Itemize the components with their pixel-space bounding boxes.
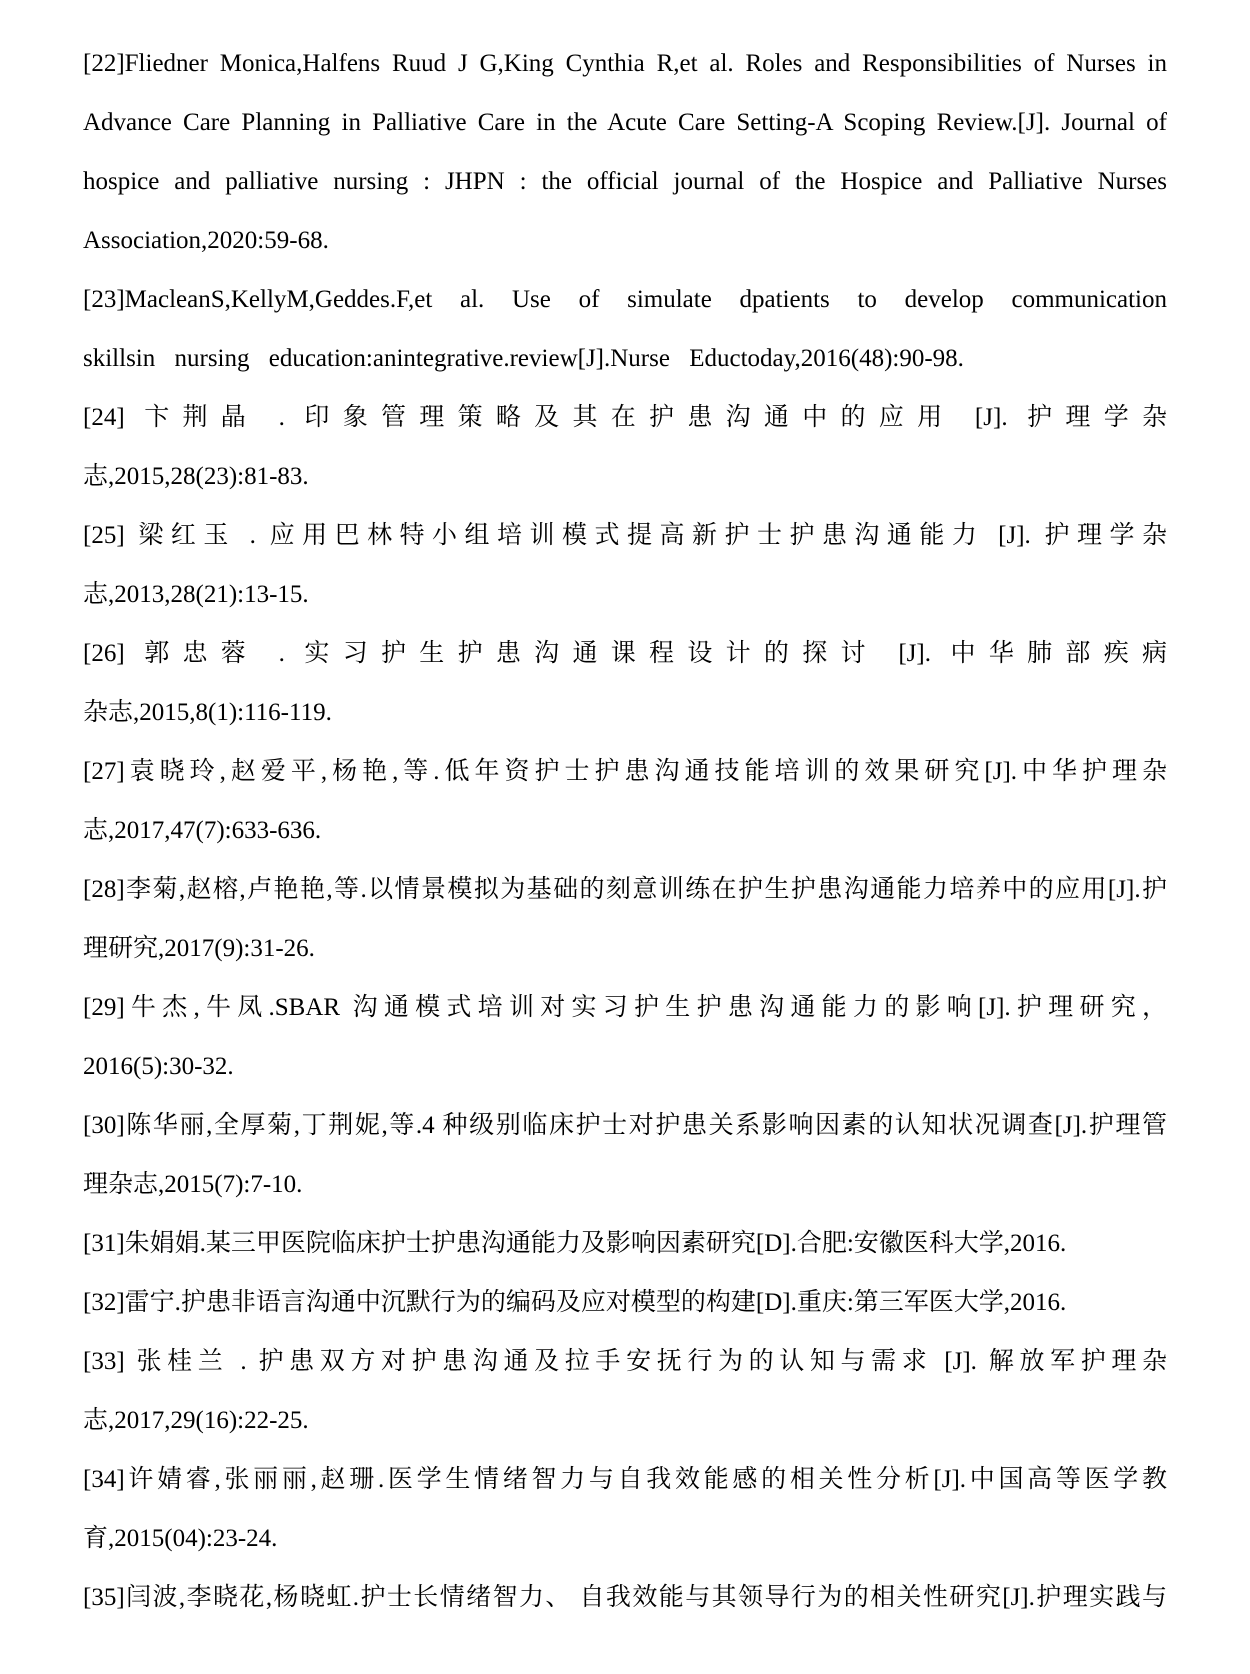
reference-line: [22]Fliedner Monica,Halfens Ruud J G,King Cynthia R,et al. Roles and Responsibilities of Nurses in <box>83 50 1167 77</box>
reference-line: [23]MacleanS,KellyM,Geddes.F,et al. Use of simulate dpatients to develop communication <box>83 286 1167 313</box>
reference-line: [30]陈华丽,全厚菊,丁荆妮,等.4 种级别临床护士对护患关系影响因素的认知状况调查[J].护理管 <box>83 1112 1167 1139</box>
reference-line: [24] 卞荆晶 . 印象管理策略及其在护患沟通中的应用 [J]. 护理学杂 <box>83 404 1167 431</box>
reference-line: 志,2015,28(23):81-83. <box>83 463 309 490</box>
reference-item-34 <box>83 1450 1167 1568</box>
reference-line: [25] 梁红玉 . 应用巴林特小组培训模式提高新护士护患沟通能力 [J]. 护理学杂 <box>83 522 1167 549</box>
reference-line: [26] 郭忠蓉 . 实习护生护患沟通课程设计的探讨 [J]. 中华肺部疾病 <box>83 640 1167 667</box>
reference-line: 理研究,2017(9):31-26. <box>83 935 315 962</box>
reference-line: [27]袁晓玲,赵爱平,杨艳,等.低年资护士护患沟通技能培训的效果研究[J].中华护理杂 <box>83 758 1167 785</box>
reference-line: 志,2013,28(21):13-15. <box>83 581 309 608</box>
reference-line: 育,2015(04):23-24. <box>83 1525 278 1552</box>
reference-item-25 <box>83 506 1167 624</box>
reference-line: Advance Care Planning in Palliative Care in the Acute Care Setting-A Scoping Review.[J]. Journal of <box>83 109 1167 136</box>
reference-item-26 <box>83 624 1167 742</box>
reference-line: 志,2017,47(7):633-636. <box>83 817 322 844</box>
reference-item-24 <box>83 388 1167 506</box>
reference-item-31 <box>83 1214 1167 1273</box>
reference-line: [31]朱娟娟.某三甲医院临床护士护患沟通能力及影响因素研究[D].合肥:安徽医科大学,2016. <box>83 1230 1067 1257</box>
reference-item-27 <box>83 742 1167 860</box>
reference-item-28 <box>83 860 1167 978</box>
reference-line: 志,2017,29(16):22-25. <box>83 1407 309 1434</box>
reference-item-35 <box>83 1568 1167 1627</box>
reference-line: 理杂志,2015(7):7-10. <box>83 1171 303 1198</box>
reference-line: [28]李菊,赵榕,卢艳艳,等.以情景模拟为基础的刻意训练在护生护患沟通能力培养中的应用[J].护 <box>83 876 1167 903</box>
reference-line: hospice and palliative nursing : JHPN : the official journal of the Hospice and Palliative Nurses <box>83 168 1167 195</box>
reference-line: 2016(5):30-32. <box>83 1053 234 1080</box>
reference-item-33 <box>83 1332 1167 1450</box>
reference-item-22 <box>83 34 1167 270</box>
reference-line: Association,2020:59-68. <box>83 227 329 254</box>
reference-line: [34]许婧睿,张丽丽,赵珊.医学生情绪智力与自我效能感的相关性分析[J].中国高等医学教 <box>83 1466 1167 1493</box>
reference-item-32 <box>83 1273 1167 1332</box>
reference-line: [33] 张桂兰 . 护患双方对护患沟通及拉手安抚行为的认知与需求 [J]. 解放军护理杂 <box>83 1348 1167 1375</box>
reference-line: skillsin nursing education:anintegrative.review[J].Nurse Eductoday,2016(48):90-98. <box>83 345 964 372</box>
reference-item-30 <box>83 1096 1167 1214</box>
reference-line: 杂志,2015,8(1):116-119. <box>83 699 332 726</box>
reference-item-23 <box>83 270 1167 388</box>
reference-item-29 <box>83 978 1167 1096</box>
reference-line: [29]牛杰,牛凤.SBAR 沟通模式培训对实习护生护患沟通能力的影响[J].护理研究， <box>83 994 1167 1021</box>
reference-line: [32]雷宁.护患非语言沟通中沉默行为的编码及应对模型的构建[D].重庆:第三军医大学,2016. <box>83 1289 1067 1316</box>
reference-line: [35]闫波,李晓花,杨晓虹.护士长情绪智力、 自我效能与其领导行为的相关性研究[J].护理实践与 <box>83 1584 1167 1611</box>
